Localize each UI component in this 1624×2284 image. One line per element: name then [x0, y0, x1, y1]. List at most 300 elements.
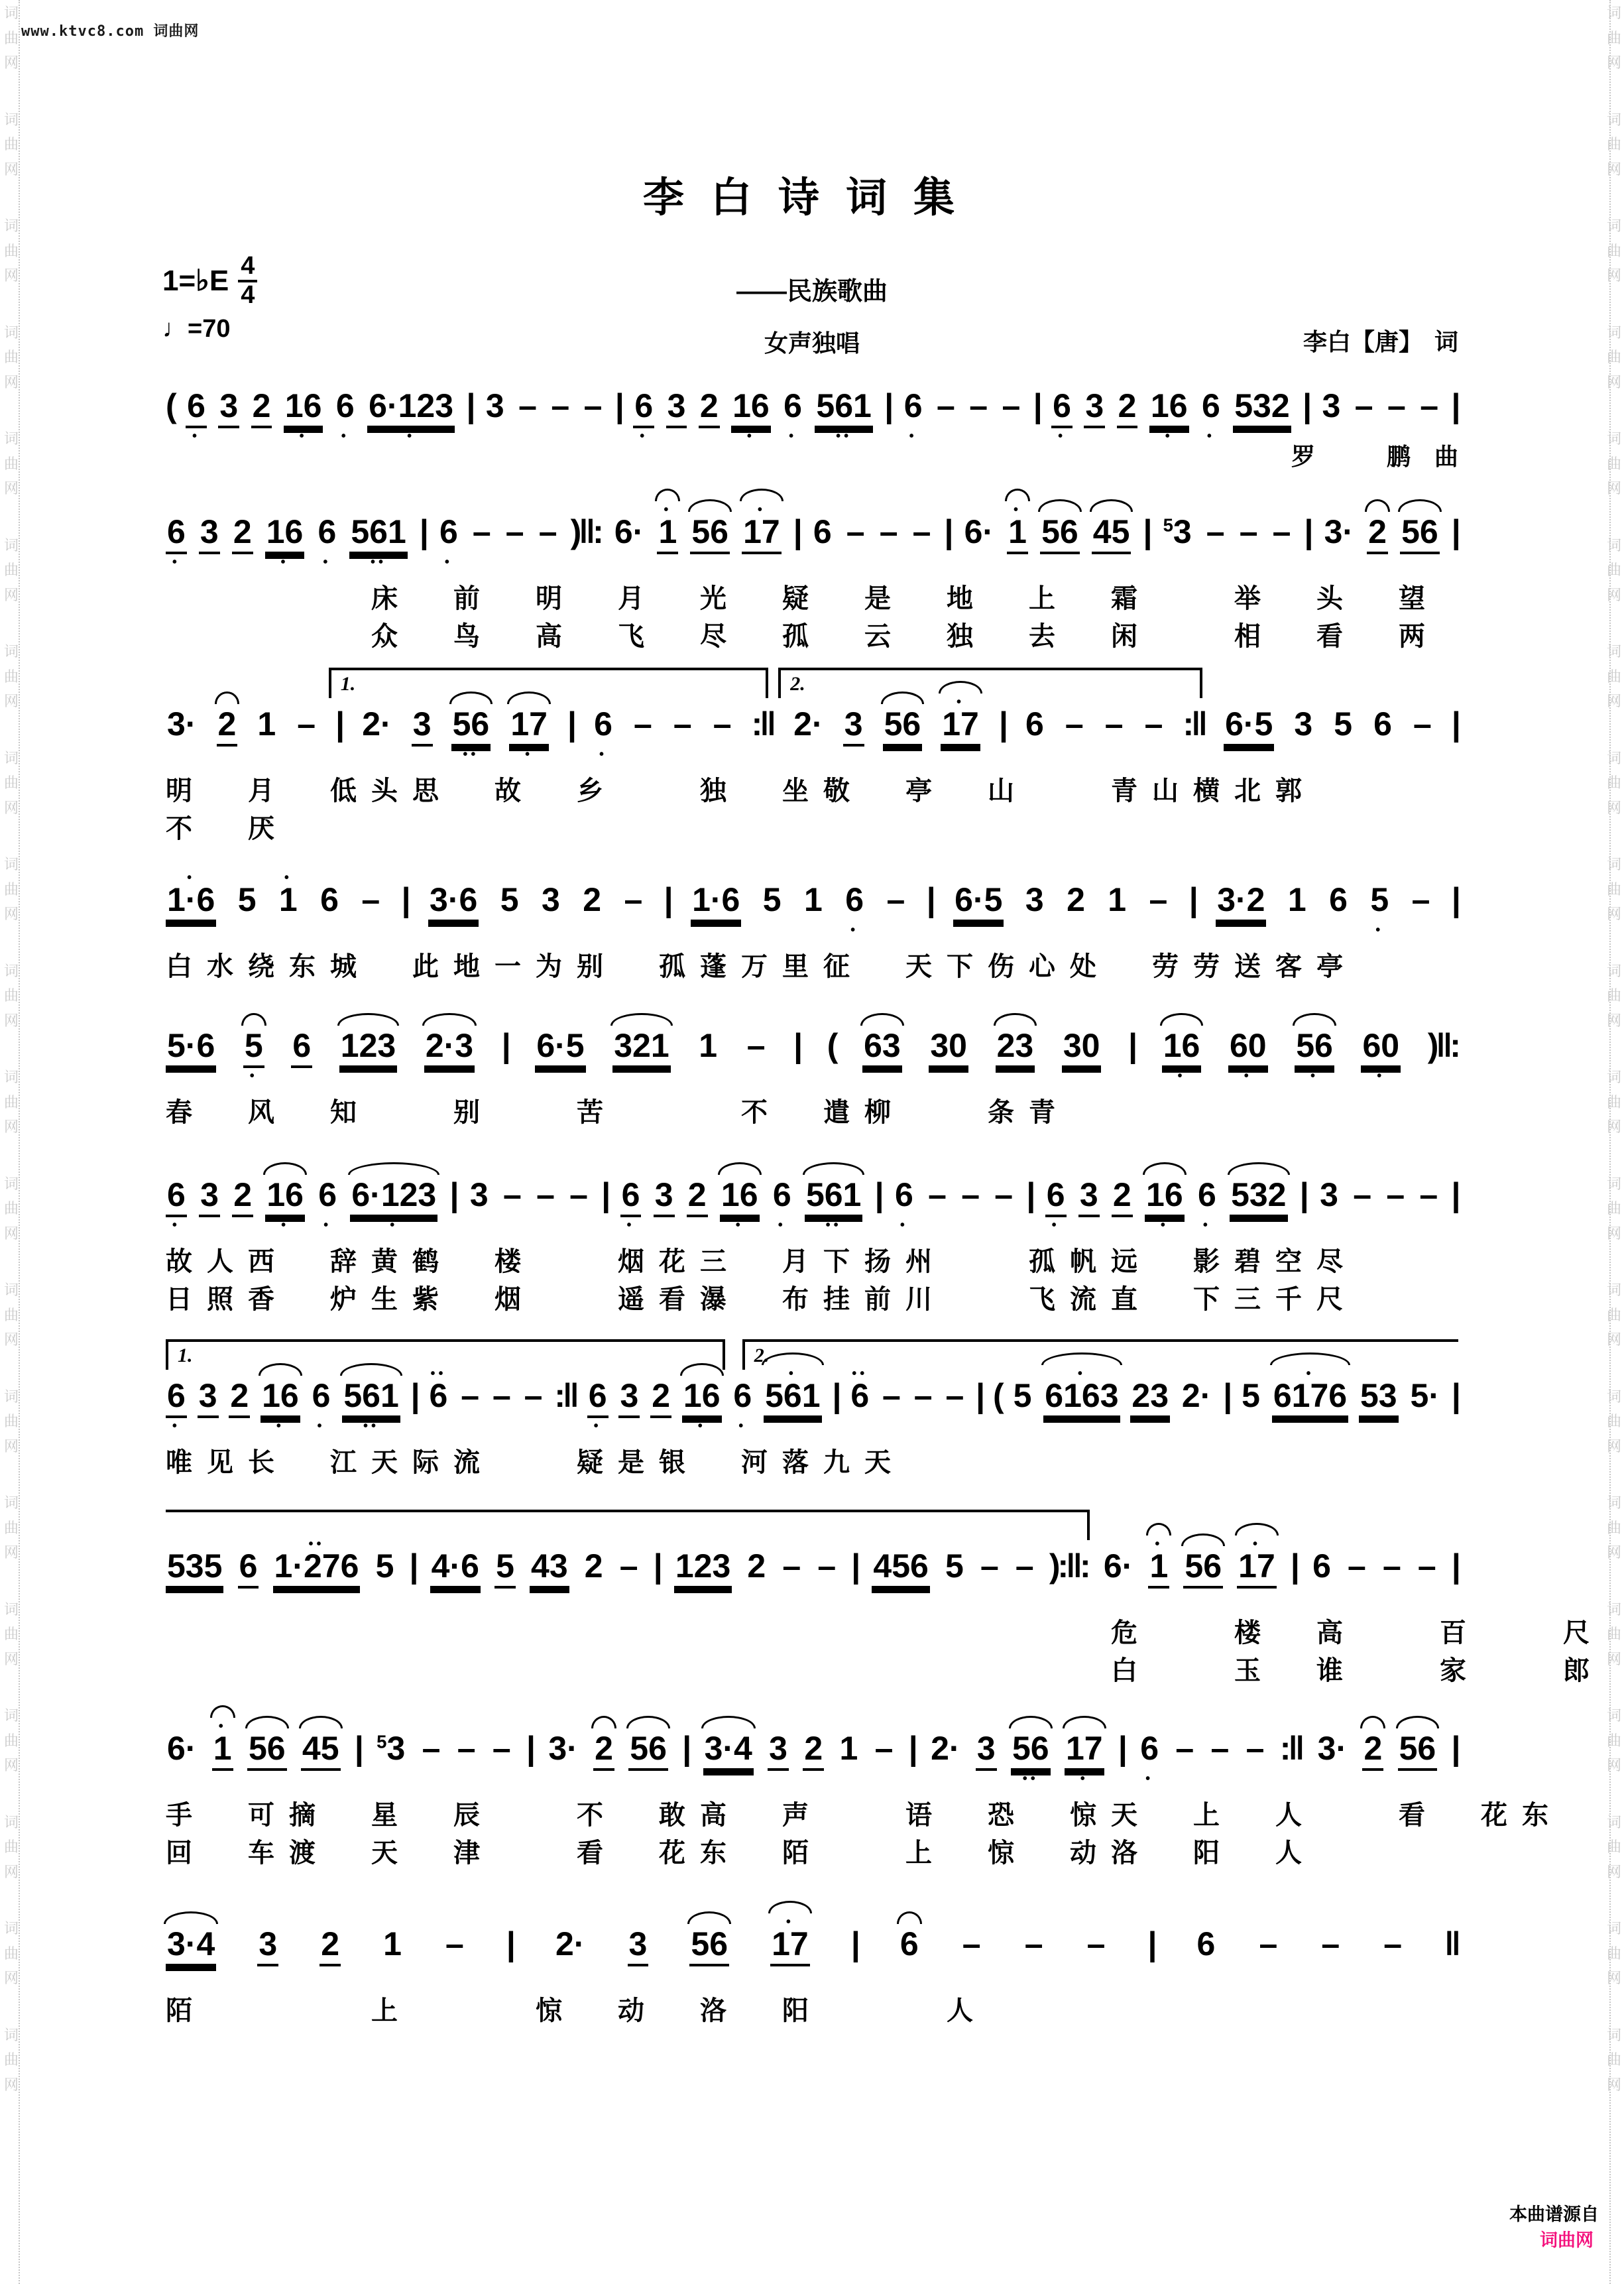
barline: | — [466, 387, 473, 424]
note: 17 • — [770, 1926, 810, 1966]
system-8 — [166, 1537, 1604, 1685]
system-1 — [166, 387, 1458, 444]
note: 6 — [1025, 705, 1044, 743]
notation-line — [166, 1027, 1458, 1083]
note: 3· — [1324, 513, 1354, 550]
dash-note: – — [569, 1176, 588, 1213]
note: 6 • — [335, 387, 355, 444]
note: 6 • — [1197, 1176, 1216, 1232]
watermark-char: 曲 — [4, 1093, 19, 1111]
octave-dot-below: • — [1165, 429, 1173, 444]
note: 6 — [813, 513, 832, 550]
volta-bracket — [329, 668, 768, 698]
dash-note: – — [1002, 387, 1021, 424]
note: 6 • — [621, 1176, 640, 1232]
barline: | — [1451, 387, 1458, 424]
octave-dot-below: • — [1177, 1069, 1186, 1083]
octave-dot-below: • — [1206, 429, 1215, 444]
note: 1 — [383, 1925, 402, 1962]
dash-note: – — [505, 513, 524, 550]
dash-note: – — [422, 1730, 441, 1767]
note: 2 — [319, 1926, 341, 1966]
watermark-group — [4, 430, 19, 498]
watermark-char: 词 — [1606, 962, 1621, 979]
barline: | — [1451, 1176, 1458, 1213]
dash-note: – — [746, 1027, 766, 1064]
note: 56 — [1183, 1548, 1223, 1589]
dash-note: – — [1420, 387, 1439, 424]
barline: | — [874, 1176, 882, 1213]
note: 6 • — [588, 1377, 607, 1433]
octave-dot-below: • — [738, 1419, 747, 1433]
note: 6 • — [634, 387, 654, 444]
watermark-char: 网 — [1606, 1225, 1621, 1242]
octave-dot-below: • — [735, 1218, 744, 1232]
dash-note: – — [1086, 1925, 1106, 1962]
note: 16 • — [265, 1177, 305, 1217]
watermark-char: 曲 — [4, 562, 19, 578]
octave-dot-below: • — [249, 1069, 258, 1083]
site-url-watermark: www.ktvc8.com 词曲网 — [21, 23, 200, 40]
watermark-char: 词 — [4, 962, 19, 979]
dash-note: – — [492, 1730, 511, 1767]
note: 3 — [198, 1378, 219, 1418]
note: 561 • — [764, 1378, 821, 1418]
note: 56 — [689, 1926, 729, 1966]
watermark-char: 网 — [4, 1650, 19, 1667]
watermark-char: 曲 — [1606, 242, 1621, 259]
barline: | — [850, 1925, 858, 1962]
watermark-char: 词 — [1606, 856, 1621, 872]
barline: | — [1223, 1377, 1230, 1414]
note: 6·123 • — [369, 387, 454, 444]
note: 56 • — [1295, 1028, 1334, 1068]
watermark-char: 网 — [1606, 799, 1621, 816]
watermark-char: 网 — [4, 160, 19, 178]
note: 6· — [1103, 1547, 1133, 1585]
note: 6 • — [1201, 387, 1220, 444]
note: 56 •• — [451, 706, 491, 747]
lyric-line: 日照香 炉生紫 烟 遥看瀑 布挂前川 飞流直 下三千尺 — [166, 1285, 1358, 1314]
lyric-line: 陌 上 惊 动 洛 阳 人 — [166, 1996, 988, 2025]
octave-dot-below: • — [1244, 1069, 1252, 1083]
barline: | — [976, 1377, 983, 1414]
slur-arc — [626, 1716, 670, 1728]
note: 2 — [1117, 388, 1138, 428]
watermark-char: 网 — [4, 799, 19, 816]
note: 5 — [1334, 705, 1353, 743]
system-4 — [166, 871, 1458, 981]
dash-note: – — [969, 387, 988, 424]
watermark-char: 网 — [1606, 54, 1621, 71]
octave-dot-below: •• — [836, 429, 852, 444]
note: 6 — [320, 881, 339, 918]
watermark-char: 网 — [4, 906, 19, 922]
slur-arc — [897, 1911, 922, 1924]
watermark-char: 曲 — [1606, 1732, 1621, 1749]
note: 3 — [1025, 881, 1044, 918]
octave-dot-above: • — [218, 1719, 227, 1734]
watermark-char: 词 — [4, 856, 19, 872]
watermark-char: 词 — [4, 111, 19, 128]
octave-dot-below: •• — [1022, 1772, 1039, 1786]
watermark-group — [4, 642, 19, 711]
note: 53 — [1359, 1378, 1399, 1418]
note: 5 — [945, 1547, 964, 1585]
watermark-char: 词 — [4, 1282, 19, 1298]
dash-note: – — [945, 1377, 964, 1414]
watermark-char: 曲 — [4, 136, 19, 152]
dash-note: – — [962, 1925, 981, 1962]
watermark-group — [4, 962, 19, 1030]
octave-dot-below: • — [407, 429, 416, 444]
octave-dot-below: • — [1310, 1069, 1319, 1083]
notation-line — [166, 871, 1458, 937]
note: 17 • — [509, 706, 549, 747]
barline: | — [1451, 1730, 1458, 1767]
note: 6 • — [845, 881, 864, 937]
note: 3· — [548, 1730, 578, 1767]
note: 5 — [1242, 1377, 1260, 1414]
slur-arc — [768, 1901, 812, 1913]
barline: | — [1304, 513, 1311, 550]
watermark-char: 网 — [1606, 480, 1621, 497]
note: 2 — [251, 388, 272, 428]
note: 561 •• — [805, 1177, 862, 1217]
note: 16 • — [266, 513, 304, 570]
watermark-char: 词 — [4, 324, 19, 341]
system-6 — [166, 1176, 1458, 1314]
slur-arc — [1396, 1716, 1440, 1728]
watermark-char: 词 — [4, 536, 19, 554]
watermark-char: 网 — [1606, 1437, 1621, 1455]
note: 2· — [931, 1730, 960, 1767]
slur-arc — [740, 489, 783, 501]
barline: | — [664, 881, 671, 918]
watermark-char: 网 — [1606, 693, 1621, 709]
slur-arc — [687, 1911, 731, 1924]
note: 6 — [1329, 881, 1348, 918]
note: 3· — [167, 705, 197, 743]
watermark-char: 词 — [4, 1813, 19, 1831]
volta-label: 2. — [790, 673, 805, 695]
octave-dot-below: •• — [371, 555, 387, 570]
watermark-group — [4, 536, 19, 605]
note: 60 • — [1229, 1027, 1267, 1083]
barline: | — [793, 1027, 801, 1064]
note: 3 — [541, 881, 560, 918]
note: 2 — [1362, 1730, 1383, 1771]
octave-dot-below: •• — [825, 1218, 842, 1232]
watermark-char: 曲 — [4, 668, 19, 685]
note: 5 — [1013, 1377, 1032, 1414]
dash-note: – — [961, 1176, 980, 1213]
note: 3·2 — [1216, 882, 1266, 922]
watermark-char: 曲 — [4, 455, 19, 472]
watermark-char: 网 — [4, 586, 19, 603]
system-9 — [166, 1719, 1563, 1868]
barline: | — [354, 1730, 361, 1767]
barline: | — [884, 387, 892, 424]
note: 16 • — [284, 387, 322, 444]
note: 3 — [469, 1176, 489, 1213]
watermark-char: 网 — [4, 267, 19, 284]
watermark-char: 曲 — [4, 774, 19, 791]
note: 6 • — [772, 1176, 791, 1232]
octave-dot-below: • — [1051, 1218, 1060, 1232]
slur-arc — [701, 1716, 756, 1728]
watermark-char: 曲 — [1606, 1093, 1621, 1111]
watermark-char: 曲 — [1606, 880, 1621, 898]
note: 1 • — [212, 1730, 233, 1771]
watermark-char: 词 — [1606, 1920, 1621, 1937]
note: 6 • — [318, 1176, 337, 1232]
note: 1·6 — [691, 882, 741, 922]
dash-note: – — [1065, 705, 1084, 743]
dash-note: – — [518, 387, 537, 424]
barline: | — [926, 881, 933, 918]
octave-dot-below: • — [697, 1419, 706, 1433]
note: 3 — [199, 1177, 220, 1217]
dash-note: – — [673, 705, 692, 743]
barline: | — [506, 1925, 513, 1962]
watermark-char: 网 — [4, 373, 19, 391]
note: 3 — [1322, 387, 1341, 424]
dash-note: – — [882, 1377, 901, 1414]
note: 2 — [232, 514, 253, 554]
dash-note: – — [1246, 1730, 1265, 1767]
watermark-group — [4, 2026, 19, 2094]
note: 16 • — [732, 387, 770, 444]
note: 30 — [1062, 1028, 1102, 1068]
slur-arc — [1360, 1716, 1385, 1728]
dash-note: – — [1386, 1176, 1405, 1213]
note: 561 •• — [816, 387, 872, 444]
slur-arc — [215, 691, 240, 704]
note: 1 • — [1007, 514, 1028, 554]
watermark-char: 曲 — [4, 2051, 19, 2068]
dash-note: – — [1149, 881, 1168, 918]
octave-dot-below: • — [281, 1218, 290, 1232]
composer-credit: 罗 鹏 曲 — [1291, 442, 1458, 470]
note: 6 — [238, 1548, 259, 1589]
watermark-char: 曲 — [4, 1838, 19, 1855]
watermark-char: 网 — [4, 693, 19, 709]
octave-dot-below: • — [778, 1218, 786, 1232]
note: 532 — [1230, 1177, 1287, 1217]
note: 16 • — [261, 1378, 300, 1418]
note: 123 — [674, 1548, 732, 1589]
note: 2 — [1112, 1177, 1133, 1217]
dash-note: – — [1411, 881, 1430, 918]
barline: | — [832, 1377, 839, 1414]
barline: | — [682, 1730, 689, 1767]
watermark-group — [4, 1068, 19, 1136]
note: 63 — [862, 1028, 902, 1068]
watermark-group — [4, 1919, 19, 1988]
watermark-char: 网 — [4, 1757, 19, 1773]
barline: | — [401, 881, 408, 918]
barline: ‖ — [1444, 1925, 1458, 1962]
dash-note: – — [1387, 387, 1406, 424]
watermark-char: 网 — [1606, 1970, 1621, 1986]
tempo-marking: ♩=70 — [162, 315, 231, 343]
watermark-char: 网 — [1606, 267, 1621, 284]
watermark-char: 词 — [1606, 2026, 1621, 2043]
watermark-char: 词 — [4, 749, 19, 766]
watermark-char: 词 — [4, 217, 19, 234]
octave-dot-below: • — [1080, 1772, 1088, 1786]
note: 1 — [804, 881, 823, 918]
note: 6 •• — [429, 1366, 448, 1414]
barline: | — [653, 1547, 660, 1585]
octave-dot-below: • — [172, 1419, 180, 1433]
note: 17 • — [1237, 1548, 1277, 1589]
watermark-char: 词 — [4, 1175, 19, 1192]
slur-arc — [1005, 489, 1030, 501]
note: 2· — [793, 705, 823, 743]
barline: | — [944, 513, 951, 550]
watermark-char: 词 — [1606, 1707, 1621, 1724]
watermark-char: 网 — [4, 1331, 19, 1348]
watermark-char: 词 — [1606, 1388, 1621, 1405]
watermark-char: 网 — [1606, 1012, 1621, 1029]
note: 16 • — [682, 1378, 722, 1418]
dash-note: – — [619, 1547, 638, 1585]
slur-arc — [655, 489, 680, 501]
octave-dot-above: • — [284, 871, 292, 885]
watermark-char: 网 — [1606, 1331, 1621, 1348]
slur-arc — [718, 1162, 762, 1175]
barline: | — [1147, 1925, 1155, 1962]
octave-dot-above: • — [187, 871, 196, 885]
watermark-char: 网 — [1606, 1544, 1621, 1561]
note: 3· — [1317, 1730, 1348, 1767]
note: $^5$3 — [1163, 513, 1192, 550]
barline: | — [526, 1730, 534, 1767]
octave-dot-above: • — [1014, 503, 1022, 517]
watermark-char: 曲 — [1606, 136, 1621, 152]
note: 3 — [654, 1177, 675, 1217]
note: 6176 • — [1272, 1378, 1348, 1418]
barline: | — [1451, 1377, 1458, 1414]
dash-note: – — [1354, 387, 1373, 424]
slur-arc — [1063, 1716, 1106, 1728]
note: 6·5 — [1224, 706, 1274, 747]
octave-dot-below: • — [909, 429, 917, 444]
octave-dot-below: •• — [363, 1419, 380, 1433]
note: 5 — [500, 881, 519, 918]
barline: | — [410, 1377, 418, 1414]
slur-arc — [1146, 1523, 1171, 1535]
barline: | — [851, 1547, 858, 1585]
note: 56 — [1040, 514, 1080, 554]
notation-line — [166, 695, 1458, 762]
slur-arc — [1293, 1013, 1336, 1026]
watermark-char: 词 — [4, 430, 19, 447]
dash-note: – — [551, 387, 570, 424]
note: 23 — [996, 1028, 1035, 1068]
note: 16 • — [720, 1177, 760, 1217]
note: 2 — [1367, 514, 1388, 554]
barline: :‖ — [554, 1377, 577, 1414]
notation-line — [166, 1915, 1458, 1966]
note: 6·123 • — [350, 1177, 437, 1217]
barline: | — [1026, 1176, 1033, 1213]
note: 2 — [217, 706, 238, 747]
watermark-char: 词 — [1606, 1600, 1621, 1618]
note: 56 — [883, 706, 923, 747]
dash-note: – — [874, 1730, 894, 1767]
volta-label: 2. — [754, 1345, 770, 1366]
barline: :‖ — [1183, 705, 1206, 743]
slur-arc — [1143, 1162, 1187, 1175]
source-note-text: 本曲谱源自 — [1509, 2204, 1599, 2224]
watermark-char: 词 — [4, 2026, 19, 2043]
note: 3 — [485, 387, 504, 424]
dash-note: – — [1419, 1176, 1438, 1213]
dash-note: – — [1382, 1547, 1401, 1585]
watermark-char: 词 — [1606, 1175, 1621, 1192]
note: 6 • — [439, 513, 458, 570]
dash-note: – — [782, 1547, 801, 1585]
watermark-char: 词 — [1606, 430, 1621, 447]
note: 5· — [1410, 1377, 1440, 1414]
note: 45 — [1092, 514, 1131, 554]
note: 6 • — [1053, 387, 1071, 444]
note: 1 — [1287, 881, 1306, 918]
barline: ):‖: — [1049, 1547, 1088, 1585]
source-note — [1489, 2179, 1599, 2272]
note: 5 — [762, 881, 782, 918]
watermark-char: 词 — [1606, 1069, 1621, 1085]
watermark-group — [4, 1175, 19, 1243]
note: 1 — [257, 705, 276, 743]
octave-dot-above: • — [788, 1366, 797, 1381]
octave-dot-below: • — [593, 1419, 602, 1433]
watermark-char: 词 — [1606, 5, 1621, 21]
note: 45 — [301, 1730, 341, 1771]
slur-arc — [241, 1013, 266, 1026]
note: 2· — [1181, 1377, 1212, 1414]
watermark-char: 曲 — [1606, 1519, 1621, 1536]
dash-note: – — [472, 513, 491, 550]
volta-bracket — [166, 1339, 725, 1370]
note: 16 • — [1162, 1028, 1202, 1068]
dash-note: – — [1239, 513, 1258, 550]
barline: | — [419, 513, 426, 550]
note: 56 — [628, 1730, 668, 1771]
slur-arc — [1181, 1533, 1225, 1546]
watermark-char: 词 — [4, 1707, 19, 1724]
watermark-char: 曲 — [1606, 668, 1621, 685]
octave-dot-above: • — [1252, 1537, 1261, 1551]
octave-dot-above: •• — [430, 1366, 447, 1381]
slur-arc — [1009, 1716, 1053, 1728]
dash-note: – — [936, 387, 955, 424]
note: 3 — [412, 706, 433, 747]
note: 2 — [687, 1177, 708, 1217]
barline: ( — [166, 387, 174, 424]
octave-dot-below: • — [323, 1218, 332, 1232]
watermark-char: 曲 — [4, 987, 19, 1004]
dash-note: – — [461, 1377, 480, 1414]
note: 56 — [247, 1730, 287, 1771]
note: 3 — [1084, 388, 1105, 428]
note: 6 — [899, 1926, 920, 1964]
slur-arc — [803, 1162, 864, 1175]
note: 2 — [699, 388, 720, 428]
